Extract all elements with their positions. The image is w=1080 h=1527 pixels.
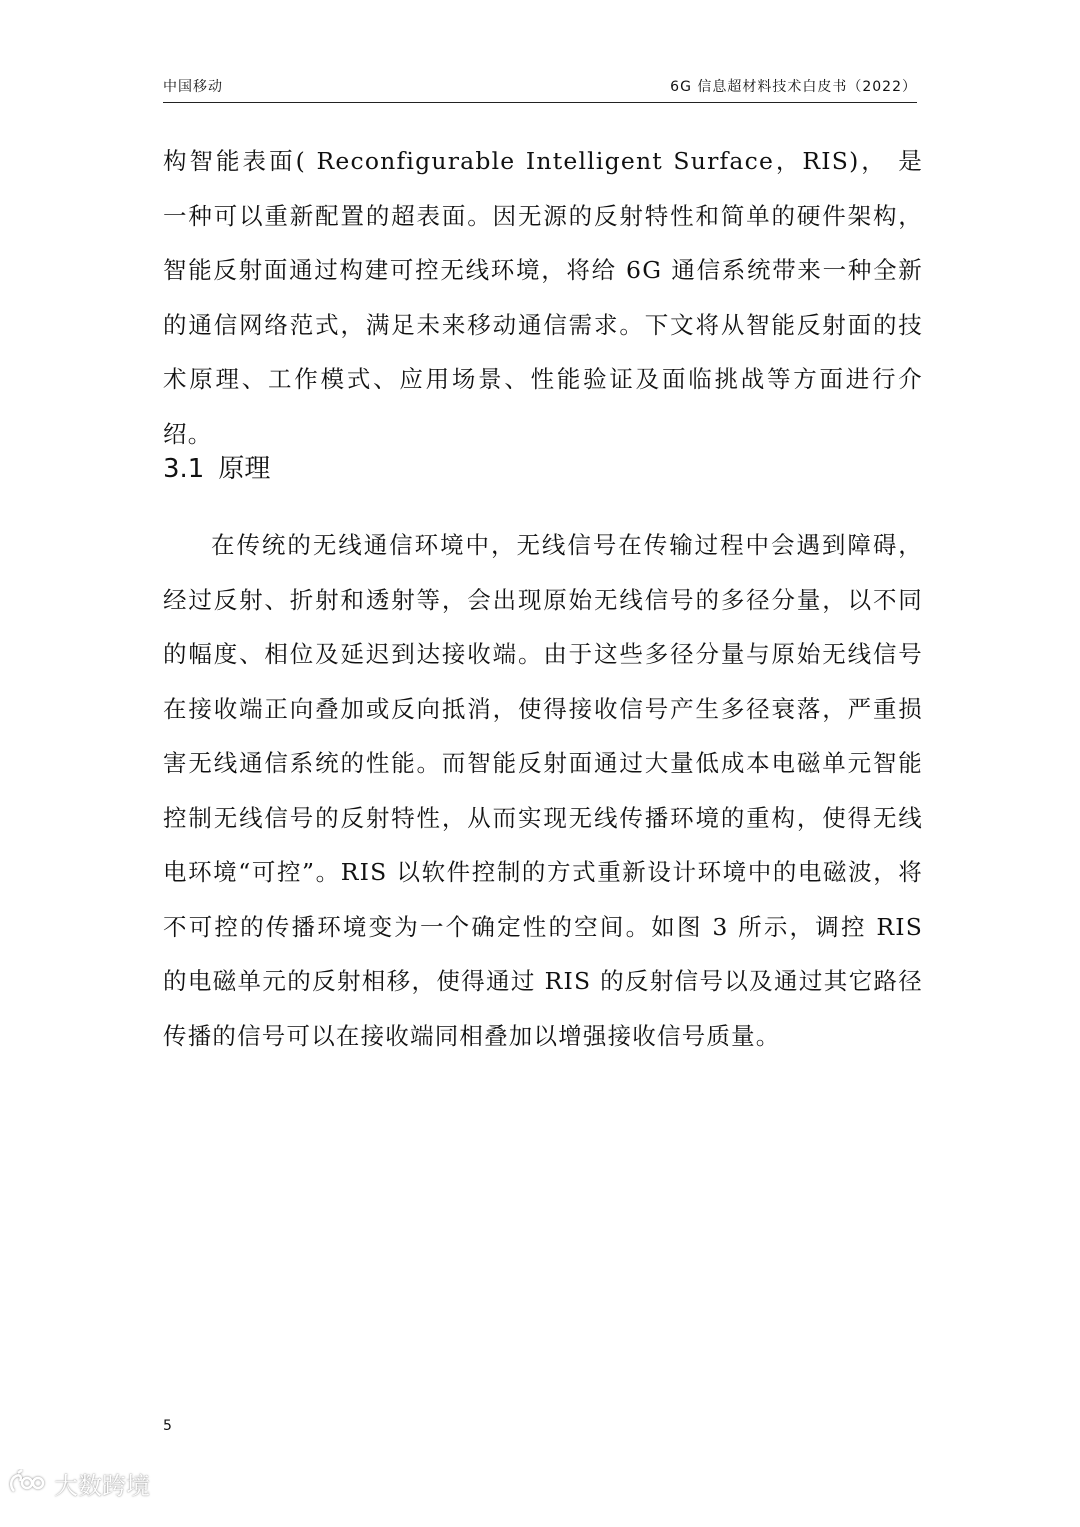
header-document-title: 6G 信息超材料技术白皮书（2022） <box>670 79 917 95</box>
page-header <box>163 76 917 103</box>
section-heading <box>163 448 270 485</box>
section-number: 3.1 <box>163 454 205 484</box>
brand-logo-icon <box>8 1469 48 1499</box>
intro-paragraph: 构智能表面( Reconfigurable Intelligent Surface，RIS)， 是一种可以重新配置的超表面。因无源的反射特性和简单的硬件架构，智能反射面通过构建可控无线环境，将给 6G 通信系统带来一种全新的通信网络范式，满足未来移动通信需求。下文将从智能反射面的技术原理、工作模式、应用场景、性能验证及面临挑战等方面进行介绍。 <box>163 147 923 448</box>
watermark-text: 大数跨境 <box>54 1472 150 1500</box>
body-paragraph: 在传统的无线通信环境中，无线信号在传输过程中会遇到障碍，经过反射、折射和透射等，会出现原始无线信号的多径分量，以不同的幅度、相位及延迟到达接收端。由于这些多径分量与原始无线信号在接收端正向叠加或反向抵消，使得接收信号产生多径衰落，严重损害无线通信系统的性能。而智能反射面通过大量低成本电磁单元智能控制无线信号的反射特性，从而实现无线传播环境的重构，使得无线电环境“可控”。RIS 以软件控制的方式重新设计环境中的电磁波，将不可控的传播环境变为一个确定性的空间。如图 3 所示，调控 RIS 的电磁单元的反射相移，使得通过 RIS 的反射信号以及通过其它路径传播的信号可以在接收端同相叠加以增强接收信号质量。 <box>163 531 923 1050</box>
section-title: 原理 <box>218 454 271 484</box>
watermark <box>8 1466 150 1501</box>
page-number: 5 <box>163 1418 172 1434</box>
header-organization: 中国移动 <box>163 79 223 95</box>
